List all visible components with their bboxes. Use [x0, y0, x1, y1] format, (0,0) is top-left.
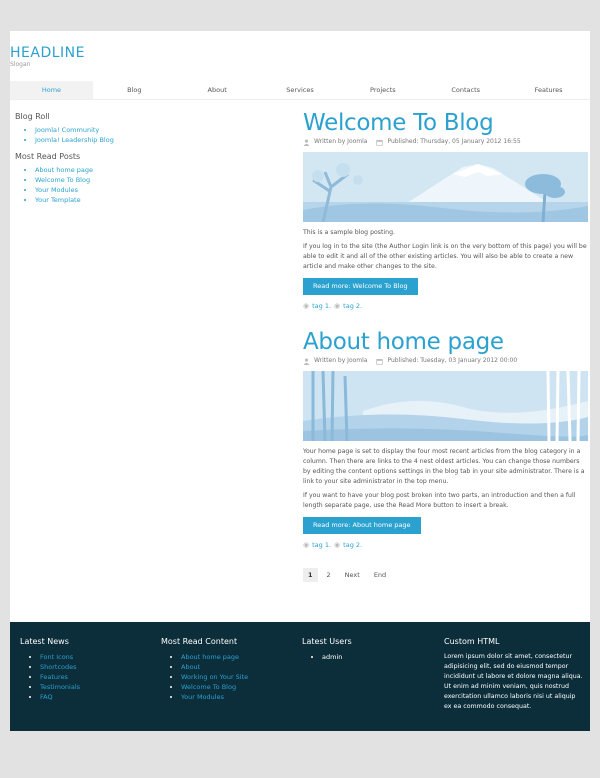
list-item[interactable] — [322, 652, 432, 662]
readmore-button[interactable]: Read more: About home page — [303, 517, 421, 534]
nav-item-blog[interactable]: Blog — [127, 86, 142, 94]
list-item[interactable] — [181, 652, 291, 662]
mostread-title: Most Read Posts — [15, 152, 81, 161]
list-item[interactable] — [40, 662, 150, 672]
list-item[interactable] — [35, 135, 215, 145]
tag-link[interactable]: tag 1. — [312, 541, 332, 549]
article-author: Written by Joomla — [314, 357, 368, 364]
nav-item-services[interactable]: Services — [286, 86, 314, 94]
list-item[interactable] — [35, 175, 215, 185]
blogroll-link[interactable]: Joomla! Community — [35, 126, 100, 134]
article-author: Written by Joomla — [314, 138, 368, 145]
article-title[interactable]: Welcome To Blog — [303, 110, 494, 136]
footer-list — [40, 652, 150, 702]
mostread-link[interactable]: About home page — [35, 166, 94, 174]
calendar-icon — [376, 358, 383, 365]
sidebar — [15, 111, 215, 205]
footer — [10, 622, 590, 731]
article-meta — [303, 137, 588, 147]
site-slogan: Slogan — [10, 61, 31, 68]
footer-link[interactable]: About home page — [181, 653, 240, 661]
page-1-link[interactable]: 1 — [303, 568, 318, 582]
article-title[interactable]: About home page — [303, 329, 504, 355]
user-icon — [303, 358, 310, 365]
footer-link[interactable]: Testimonials — [40, 683, 81, 691]
article-meta — [303, 356, 588, 366]
tag-link[interactable]: tag 2. — [343, 302, 363, 310]
article-paragraph: If you log in to the site (the Author Login link is on the very bottom of this page) you will be able to edit it and all of the other existing articles. You will also be able to create a new article and make other changes to the site. — [303, 243, 587, 270]
blogroll-link[interactable]: Joomla! Leadership Blog — [35, 136, 114, 144]
user-icon — [303, 139, 310, 146]
footer-link[interactable]: Welcome To Blog — [181, 683, 237, 691]
article-image — [303, 371, 588, 441]
list-item[interactable] — [181, 682, 291, 692]
next-link[interactable]: Next — [344, 571, 360, 579]
article-tags — [303, 540, 588, 550]
page-2-link[interactable]: 2 — [326, 571, 331, 579]
list-item[interactable] — [181, 692, 291, 702]
tag-link[interactable]: tag 1. — [312, 302, 332, 310]
main-nav — [10, 81, 590, 100]
list-item[interactable] — [35, 185, 215, 195]
footer-title: Most Read Content — [161, 637, 238, 646]
footer-link[interactable]: Font Icons — [40, 653, 74, 661]
nav-item-projects[interactable]: Projects — [370, 86, 396, 94]
list-item[interactable] — [40, 682, 150, 692]
blogroll-list — [35, 125, 215, 145]
mostread-link[interactable]: Welcome To Blog — [35, 176, 91, 184]
mostread-list — [35, 165, 215, 205]
article-paragraph: If you want to have your blog post broken into two parts, an introduction and then a full length separate page, use the Read More button to insert a break. — [303, 492, 576, 509]
tag-link[interactable]: tag 2. — [343, 541, 363, 549]
list-item[interactable] — [35, 125, 215, 135]
footer-most-read — [161, 636, 291, 702]
list-item[interactable] — [181, 672, 291, 682]
blogroll-title: Blog Roll — [15, 112, 50, 121]
footer-list — [181, 652, 291, 702]
tag-icon: ◉ — [303, 541, 310, 549]
nav-item-features[interactable]: Features — [534, 86, 563, 94]
footer-title: Latest News — [20, 637, 69, 646]
main-content — [303, 109, 588, 582]
footer-link[interactable]: Working on Your Site — [181, 673, 249, 681]
list-item[interactable] — [40, 672, 150, 682]
article-welcome — [303, 109, 588, 311]
footer-custom-html — [444, 636, 589, 712]
article-paragraph: This is a sample blog posting. — [303, 229, 395, 236]
end-link[interactable]: End — [373, 571, 387, 579]
readmore-button[interactable]: Read more: Welcome To Blog — [303, 278, 418, 295]
site-header — [10, 45, 85, 69]
article-date: Published: Thursday, 05 January 2012 16:55 — [387, 138, 521, 145]
mostread-link[interactable]: Your Template — [35, 196, 81, 204]
footer-link[interactable]: FAQ — [40, 693, 53, 701]
list-item[interactable] — [40, 652, 150, 662]
tag-icon: ◉ — [334, 541, 341, 549]
footer-list — [322, 652, 432, 662]
list-item[interactable] — [35, 165, 215, 175]
mostread-link[interactable]: Your Modules — [35, 186, 78, 194]
pagination — [303, 568, 588, 582]
footer-title: Custom HTML — [444, 637, 500, 646]
nav-item-home[interactable]: Home — [10, 81, 93, 99]
footer-link[interactable]: Shortcodes — [40, 663, 77, 671]
footer-custom-text: Lorem ipsum dolor sit amet, consectetur adipisicing elit, sed do eiusmod tempor incididunt ut labore et dolore magna aliqua. Ut enim ad minim veniam, quis nostrud exercitation ullamco laboris nisi ut aliquip ex ea commodo consequat. — [444, 653, 583, 710]
article-tags — [303, 301, 588, 311]
footer-link[interactable]: Features — [40, 673, 68, 681]
article-about — [303, 328, 588, 550]
article-paragraph: Your home page is set to display the four most recent articles from the blog category in a column. Then there are links to the 4 nest oldest articles. You can change those numbers by editing the content options settings in the blog tab in your site administrator. There is a link to your site administrator in the top menu. — [303, 448, 585, 485]
list-item[interactable] — [35, 195, 215, 205]
page-container — [10, 31, 590, 731]
footer-title: Latest Users — [302, 637, 352, 646]
article-image — [303, 152, 588, 222]
footer-latest-users — [302, 636, 432, 662]
nav-item-contacts[interactable]: Contacts — [451, 86, 481, 94]
site-headline[interactable]: HEADLINE — [10, 45, 85, 61]
article-date: Published: Tuesday, 03 January 2012 00:00 — [387, 357, 518, 364]
calendar-icon — [376, 139, 383, 146]
tag-icon: ◉ — [334, 302, 341, 310]
footer-latest-news — [20, 636, 150, 702]
nav-item-about[interactable]: About — [207, 86, 227, 94]
list-item[interactable] — [181, 662, 291, 672]
footer-link[interactable]: Your Modules — [181, 693, 224, 701]
list-item[interactable] — [40, 692, 150, 702]
footer-user[interactable]: admin — [322, 653, 343, 661]
tag-icon: ◉ — [303, 302, 310, 310]
footer-link[interactable]: About — [181, 663, 201, 671]
